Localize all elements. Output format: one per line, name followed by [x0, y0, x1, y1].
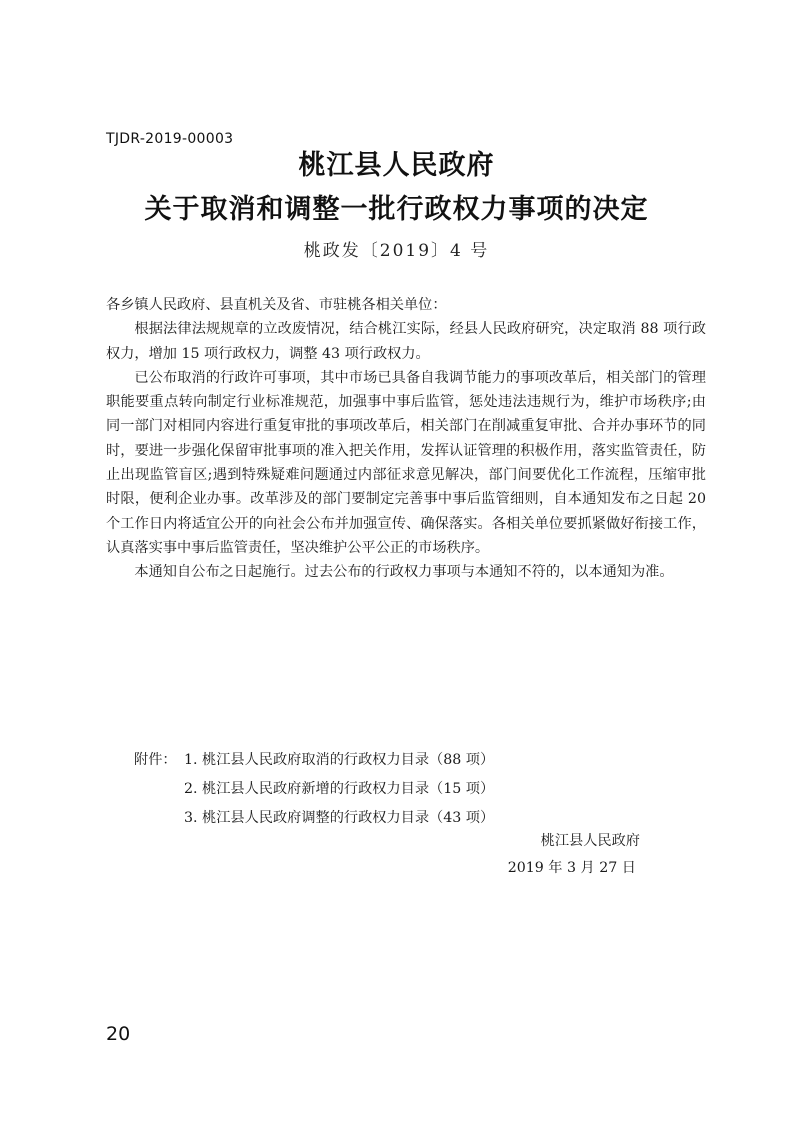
attachment-title: 1. 桃江县人民政府取消的行政权力目录（88 项） — [184, 752, 495, 768]
signature-date: 2019 年 3 月 27 日 — [507, 860, 636, 876]
attachment-item — [134, 746, 494, 775]
page-number: 20 — [106, 1023, 131, 1045]
attachment-item — [134, 775, 494, 804]
paragraph: 根据法律法规规章的立改废情况，结合桃江实际，经县人民政府研究，决定取消 88 项行政权力，增加 15 项行政权力，调整 43 项行政权力。 — [106, 321, 706, 362]
attachments-label: 附件： — [134, 752, 177, 768]
paragraph: 本通知自公布之日起施行。过去公布的行政权力事项与本通知不符的，以本通知为准。 — [134, 564, 674, 581]
paragraph: 已公布取消的行政许可事项，其中市场已具备自我调节能力的事项改革后，相关部门的管理职能要重点转向制定行业标准规范，加强事中事后监管，惩处违法违规行为，维护市场秩序;由同一部门对相同内容进行重复审批的事项改革后，相关部门在削减重复审批、合并办事环节的同时，要进一步强化保留审批事项的准入把关作用，发挥认证管理的积极作用，落实监管责任，防止出现监管盲区;遇到特殊疑难问题通过内部征求意见解决，部门间要优化工作流程，压缩审批时限，便利企业办事。改革涉及的部门要制定完善事中事后监管细则，自本通知发布之日起 20 个工作日内将适宜公开的向社会公布并加强宣传、确保落实。各相关单位要抓紧做好衔接工作，认真落实事中事后监管责任，坚决维护公平公正的市场秩序。 — [106, 369, 706, 556]
document-body — [106, 293, 706, 585]
document-title-issuer: 桃江县人民政府 — [298, 150, 495, 181]
attachment-title: 3. 桃江县人民政府调整的行政权力目录（43 项） — [184, 810, 495, 826]
signature-organization: 桃江县人民政府 — [540, 833, 640, 849]
attachment-title: 2. 桃江县人民政府新增的行政权力目录（15 项） — [184, 781, 495, 797]
document-title-subject: 关于取消和调整一批行政权力事项的决定 — [144, 194, 649, 225]
attachments-list — [134, 746, 494, 833]
addressee: 各乡镇人民政府、县直机关及省、市驻桃各相关单位： — [106, 297, 447, 313]
document-code: TJDR-2019-00003 — [106, 131, 234, 147]
document-number: 桃政发〔2019〕4 号 — [303, 241, 490, 261]
